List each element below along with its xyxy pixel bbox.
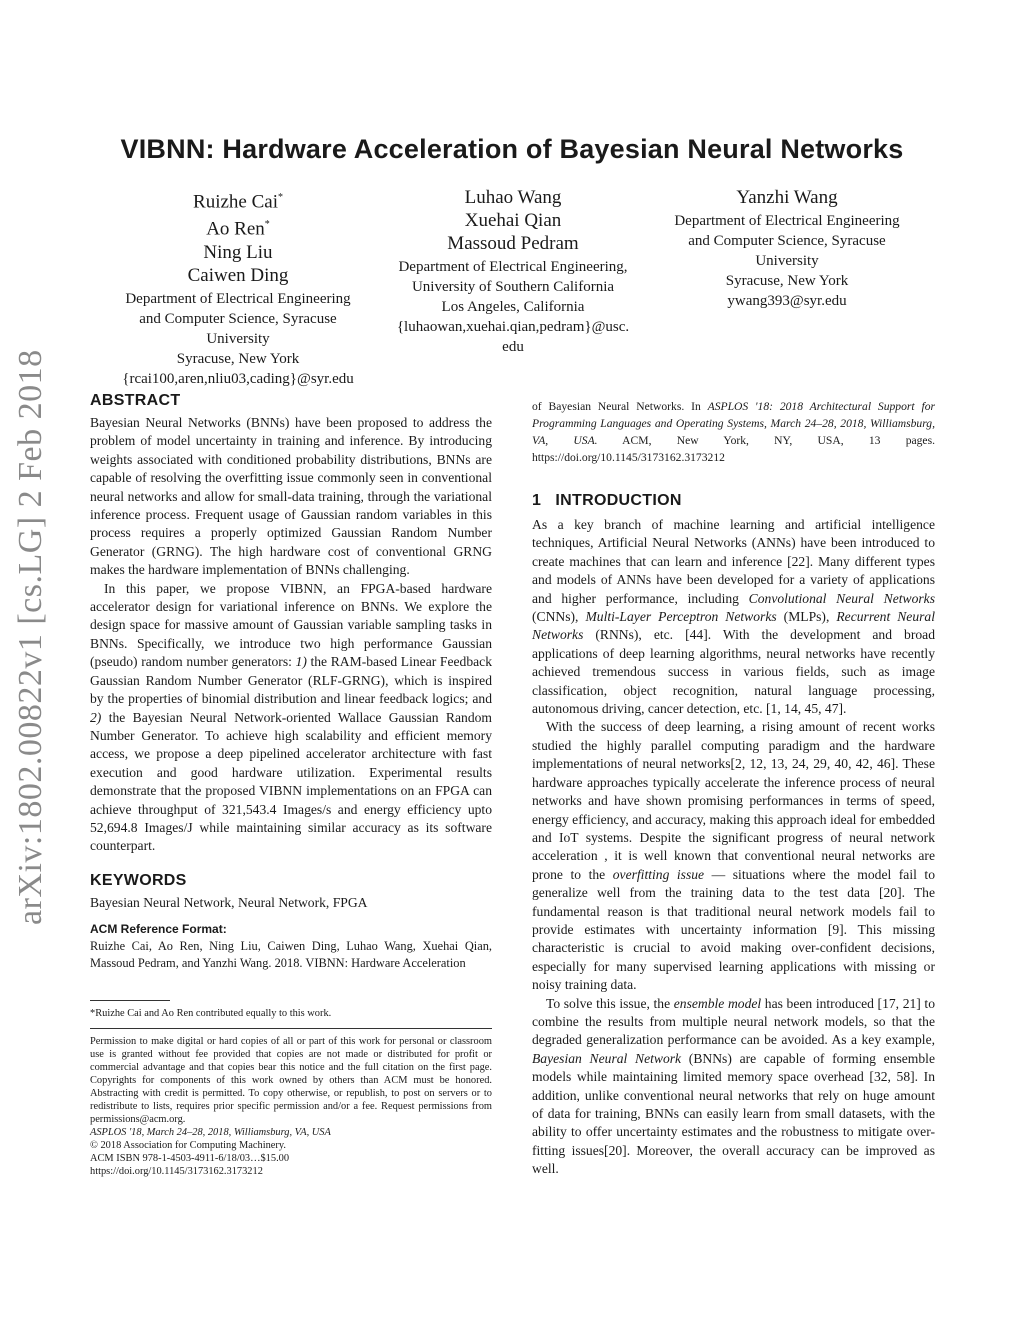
affiliation-line: Los Angeles, California	[441, 299, 585, 315]
acm-reference-heading: ACM Reference Format:	[90, 922, 227, 937]
affiliation-line: Syracuse, New York	[725, 273, 849, 289]
author-name: Caiwen Ding	[187, 264, 289, 286]
paper-title: VIBNN: Hardware Acceleration of Bayesian Neural Networks	[120, 134, 904, 164]
author-name: Luhao Wang	[464, 187, 562, 208]
affiliation-line: Department of Electrical Engineering	[125, 290, 351, 307]
author-name: Xuehai Qian	[464, 210, 562, 231]
affiliation-line: University of Southern California	[411, 279, 615, 295]
left-column	[90, 392, 492, 972]
acm-reference-continued: of Bayesian Neural Networks. In ASPLOS '18: 2018 Architectural Support for Programming Languages and Operating Systems, March 24–28, 2018, Williamsburg, VA, USA. ACM, New York, NY, USA, 13 pages. https://doi.org/10.1145/3173162.3173212	[532, 400, 936, 464]
intro-paragraph: To solve this issue, the ensemble model has been introduced [17, 21] to combine the results from multiple neural network models, so that the degraded generalization performance can be avoided. As a key example, Bayesian Neural Network (BNNs) are capable of forming ensemble models while maintaining limited memory space overhead [32, 58]. In addition, unlike conventional neural networks that rely on huge amount of data for training, BNNs can easily learn from small datasets, with the ability to offer uncertainty estimates and the robustness to mitigate over-fitting issues[20]. Moreover, the overall accuracy can be improved as well.	[532, 995, 936, 1177]
affiliation-line: Syracuse, New York	[176, 350, 300, 367]
keywords-heading: KEYWORDS	[90, 871, 187, 889]
author-name: Massoud Pedram	[447, 233, 579, 254]
author-email[interactable]: ywang393@syr.edu	[727, 293, 847, 309]
right-column	[532, 398, 935, 1179]
author-name: Ning Liu	[203, 241, 273, 263]
affiliation-line: Department of Electrical Engineering,	[398, 259, 628, 275]
footnote-area	[90, 1000, 492, 1178]
affiliation-line: and Computer Science, Syracuse	[688, 233, 886, 249]
affiliation-line: Department of Electrical Engineering	[674, 213, 900, 229]
permission-rule	[90, 1028, 492, 1029]
author-name: Yanzhi Wang	[736, 187, 838, 208]
introduction-heading: 1 INTRODUCTION	[532, 492, 682, 509]
author-email[interactable]: {luhaowan,xuehai.qian,pedram}@usc.	[396, 319, 630, 335]
isbn-line: ACM ISBN 978-1-4503-4911-6/18/03…$15.00	[90, 1153, 290, 1164]
author-email[interactable]: edu	[502, 339, 524, 355]
author-block-2	[370, 186, 656, 357]
intro-paragraph: As a key branch of machine learning and artificial intelligence techniques, Artificial Neural Networks (ANNs) have been introduced to create machines that can learn and inference [22]. Many different types and models of ANNs have been developed for a variety of applications and higher performance, including Convolutional Neural Networks (CNNs), Multi-Layer Perceptron Networks (MLPs), Recurrent Neural Networks (RNNs), etc. [44]. With the development and broad applications of deep learning algorithms, neural networks have recently achieved tremendous success in various fields, such as image classification, object recognition, natural language processing, autonomous driving, cancer detection, etc. [1, 14, 45, 47].	[532, 517, 935, 717]
equal-contribution-mark: *	[277, 192, 283, 203]
affiliation-line: University	[206, 330, 270, 347]
author-name: Ao Ren	[206, 218, 265, 240]
permission-notice: Permission to make digital or hard copies of all or part of this work for personal or classroom use is granted without fee provided that copies are not made or distributed for profit or commercial advantage and that copies bear this notice and the full citation on the first page. Copyrights for components of this work owned by others than ACM must be honored. Abstracting with credit is permitted. To copy otherwise, or republish, to post on servers or to redistribute to lists, requires prior specific permission and/or a fee. Request permissions from permissions@acm.org.	[90, 1036, 492, 1125]
author-name: Ruizhe Cai	[193, 191, 278, 213]
footnote: *Ruizhe Cai and Ao Ren contributed equally to this work.	[90, 1008, 332, 1019]
doi-link[interactable]: https://doi.org/10.1145/3173162.3173212	[90, 1166, 263, 1177]
abstract-paragraph: In this paper, we propose VIBNN, an FPGA-based hardware accelerator design for variational inference on BNNs. We explore the design space for massive amount of Gaussian variable sampling tasks in BNNs. Specifically, we introduce two high performance Gaussian (pseudo) random number generators: 1) the RAM-based Linear Feedback Gaussian Random Number Generator (RLF-GRNG), which is inspired by the properties of binomial distribution and linear feedback logics; and 2) the Bayesian Neural Network-oriented Wallace Gaussian Random Number Generator. To achieve high scalability and efficient memory access, we propose a deep pipelined accelerator architecture with fast execution and good hardware utilization. Experimental results demonstrate that the proposed VIBNN implementations on an FPGA can achieve throughput of 321,543.4 Images/s and energy efficiency upto 52,694.8 Images/J while maintaining similar accuracy as its software counterpart.	[90, 580, 492, 854]
affiliation-line: University	[755, 253, 819, 269]
author-block-3	[648, 186, 926, 311]
acm-reference-text: Ruizhe Cai, Ao Ren, Ning Liu, Caiwen Ding, Luhao Wang, Xuehai Qian, Massoud Pedram, and Yanzhi Wang. 2018. VIBNN: Hardware Acceleration	[90, 939, 492, 971]
affiliation-line: and Computer Science, Syracuse	[139, 310, 337, 327]
author-block-1	[100, 186, 376, 389]
keywords-text: Bayesian Neural Network, Neural Network, FPGA	[90, 894, 368, 910]
author-email[interactable]: {rcai100,aren,nliu03,cading}@syr.edu	[122, 370, 354, 387]
equal-contribution-mark: *	[264, 219, 270, 231]
arxiv-stamp: arXiv:1802.00822v1 [cs.LG] 2 Feb 2018	[12, 349, 49, 925]
intro-paragraph: With the success of deep learning, a rising amount of recent works studied the highly parallel computing paradigm and the hardware implementations of neural networks[2, 12, 13, 24, 29, 40, 42, 46]. These hardware approaches typically accelerate the inference process of neural networks and have shown promising performances in terms of speed, energy efficiency, and accuracy, making this approach ideal for embedded and IoT systems. Despite the significant progress of neural network acceleration , it is well known that conventional neural networks are prone to the overfitting issue — situations where the model fail to generalize well from the training data to the test data [20]. The fundamental reason is that traditional neural network models fail to provide estimates with uncertainty information [9]. This missing characteristic is crucial to avoid making over-confident decisions, especially for many supervised learning applications with missing or noisy training data.	[532, 719, 936, 993]
copyright-line: © 2018 Association for Computing Machinery.	[90, 1140, 286, 1151]
footnote-rule	[90, 1000, 170, 1001]
venue-line: ASPLOS '18, March 24–28, 2018, Williamsburg, VA, USA	[90, 1127, 331, 1138]
abstract-heading: ABSTRACT	[90, 392, 181, 409]
abstract-paragraph: Bayesian Neural Networks (BNNs) have been proposed to address the problem of model uncertainty in training and inference. By introducing weights associated with conditioned probability distributions, BNNs are capable of resolving the overfitting issue commonly seen in conventional neural networks and allow for small-data training, through the variational inference process. Frequent usage of Gaussian random variables in this process requires a properly optimized Gaussian Random Number Generator (GRNG). The high hardware cost of conventional GRNG makes the hardware implementation of BNNs challenging.	[90, 415, 492, 578]
